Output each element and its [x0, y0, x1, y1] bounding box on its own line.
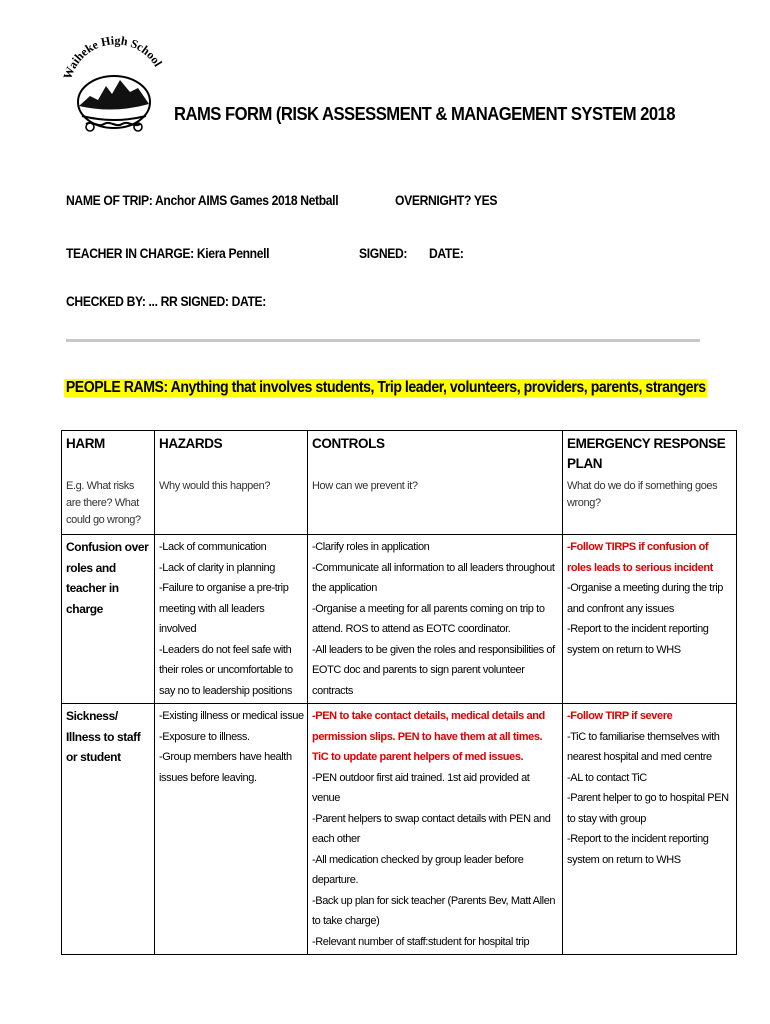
subheader-harm: E.g. What risks are there? What could go wrong?	[62, 475, 155, 535]
logo-emblem	[60, 24, 168, 136]
divider	[66, 339, 700, 342]
table-row	[62, 704, 737, 955]
logo-text: Waiheke High School	[60, 33, 166, 82]
table-subheader-row	[62, 475, 737, 535]
control-item: -Organise a meeting for all parents coming on trip to attend. ROS to attend as EOTC coordinator.	[312, 602, 545, 635]
page-title: RAMS FORM (RISK ASSESSMENT & MANAGEMENT SYSTEM 2018	[174, 103, 676, 124]
plan-item: -Report to the incident reporting system on return to WHS	[567, 833, 709, 866]
plan-item: -Organise a meeting during the trip and confront any issues	[567, 582, 723, 615]
control-item: -PEN outdoor first aid trained. 1st aid provided at venue	[312, 771, 530, 804]
table-header-row	[62, 431, 737, 476]
column-header-hazards: HAZARDS	[155, 431, 308, 476]
control-item: -Communicate all information to all leaders throughout the application	[312, 561, 555, 594]
harm-cell: Confusion over roles and teacher in charge	[62, 535, 155, 704]
checked-by-field: CHECKED BY: ... RR SIGNED: DATE:	[66, 294, 266, 309]
column-header-emergency-plan: EMERGENCY RESPONSE PLAN	[563, 431, 737, 476]
hazards-cell	[155, 704, 308, 955]
control-item: -Back up plan for sick teacher (Parents Bev, Matt Allen to take charge)	[312, 894, 556, 927]
subheader-hazards: Why would this happen?	[155, 475, 308, 535]
date-field: DATE:	[429, 246, 464, 261]
control-item: -Clarify roles in application	[312, 541, 430, 553]
plan-item: -Report to the incident reporting system on return to WHS	[567, 623, 709, 656]
hazard-item: -Failure to organise a pre-trip meeting with all leaders involved	[159, 582, 289, 635]
section-heading: PEOPLE RAMS: Anything that involves students, Trip leader, volunteers, providers, parents, strangers	[65, 379, 706, 396]
trip-name-field: NAME OF TRIP: Anchor AIMS Games 2018 Netball	[66, 193, 339, 208]
signed-field: SIGNED:	[359, 246, 408, 261]
controls-cell	[308, 535, 563, 704]
rams-table	[61, 430, 737, 955]
control-item: -All leaders to be given the roles and responsibilities of EOTC doc and parents to sign parent volunteer contracts	[312, 643, 555, 697]
school-logo	[60, 24, 168, 136]
control-item: -PEN to take contact details, medical details and permission slips. PEN to have them at all times. TiC to update parent helpers of med issues.	[312, 710, 545, 763]
teacher-in-charge-field: TEACHER IN CHARGE: Kiera Pennell	[66, 246, 270, 261]
plan-item: -AL to contact TiC	[567, 771, 647, 784]
plan-item: -Parent helper to go to hospital PEN to stay with group	[567, 792, 729, 825]
column-header-harm: HARM	[62, 431, 155, 476]
control-item: -Parent helpers to swap contact details with PEN and each other	[312, 812, 551, 845]
hazard-item: -Group members have health issues before leaving.	[159, 751, 292, 784]
column-header-controls: CONTROLS	[308, 431, 563, 476]
plan-item: -Follow TIRPS if confusion of roles leads to serious incident	[567, 541, 713, 574]
plan-cell	[563, 535, 737, 704]
hazard-item: -Existing illness or medical issue	[159, 710, 304, 722]
hazard-item: -Exposure to illness.	[159, 730, 250, 743]
table-row	[62, 535, 737, 704]
hazard-item: -Lack of communication	[159, 541, 267, 553]
hazards-cell	[155, 535, 308, 704]
hazard-item: -Lack of clarity in planning	[159, 561, 275, 574]
subheader-controls: How can we prevent it?	[308, 475, 563, 535]
hazard-item: -Leaders do not feel safe with their roles or uncomfortable to say no to leadership positions	[159, 643, 293, 697]
plan-item: -TiC to familiarise themselves with nearest hospital and med centre	[567, 730, 720, 763]
plan-cell	[563, 704, 737, 955]
control-item: -Relevant number of staff:student for hospital trip	[312, 935, 530, 948]
overnight-field: OVERNIGHT? YES	[395, 193, 498, 208]
plan-item: -Follow TIRP if severe	[567, 710, 673, 722]
control-item: -All medication checked by group leader before departure.	[312, 853, 524, 886]
harm-cell: Sickness/ Illness to staff or student	[62, 704, 155, 955]
controls-cell	[308, 704, 563, 955]
subheader-emergency-plan: What do we do if something goes wrong?	[563, 475, 737, 535]
